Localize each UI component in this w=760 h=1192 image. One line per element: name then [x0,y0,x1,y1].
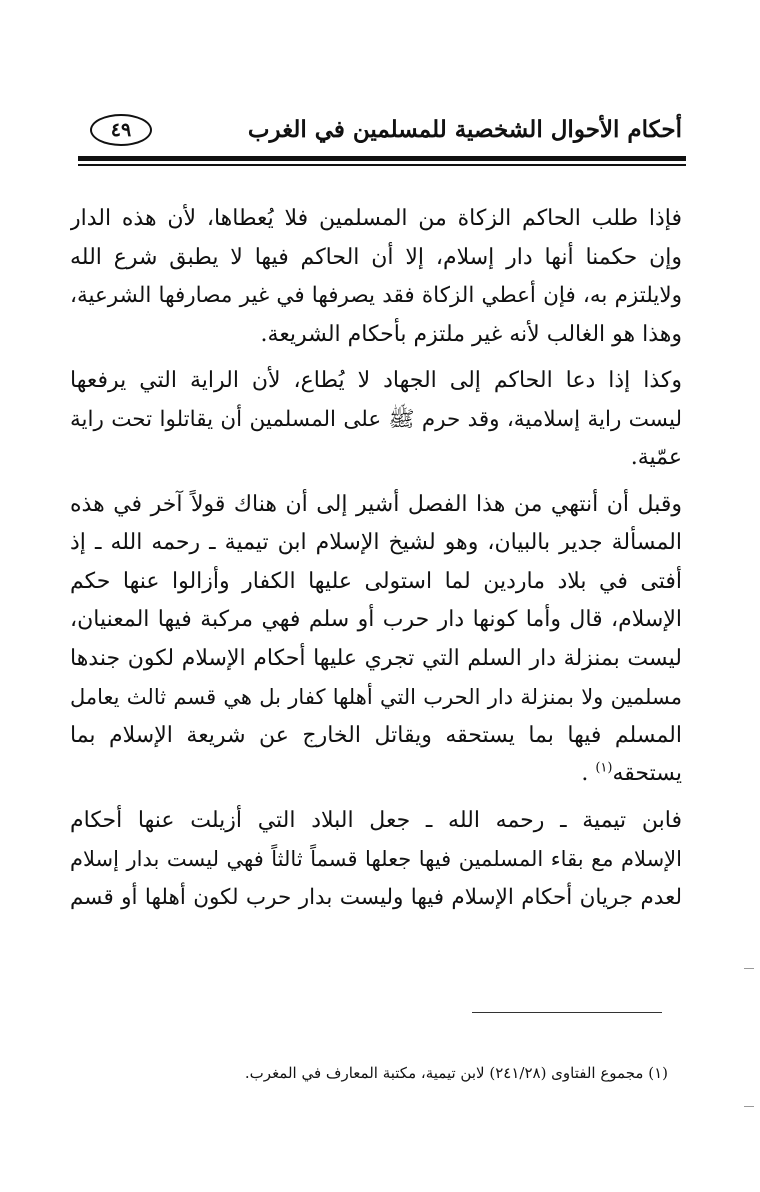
body-text [70,200,682,917]
text-line: أفتى في بلاد ماردين لما استولى عليها الكفار وأزالوا عنها حكم [70,568,682,594]
text-line: وإن حكمنا أنها دار إسلام، إلا أن الحاكم فيها لا يطبق شرع الله [70,244,682,270]
text-line: ليست بمنزلة دار السلم التي تجري عليها أحكام الإسلام لكون جندها [70,645,682,671]
text-line: وهذا هو الغالب لأنه غير ملتزم بأحكام الشريعة. [260,321,682,347]
footnote: (١) مجموع الفتاوى (٢٤١/٢٨) لابن تيمية، مكتبة المعارف في المغرب. [244,1064,668,1082]
paragraph [70,802,682,918]
text-line: فإذا طلب الحاكم الزكاة من المسلمين فلا يُعطاها، لأن هذه الدار [70,206,682,231]
footnote-separator [472,1012,662,1013]
end-punctuation: . [581,761,589,786]
header-rule-thick [78,156,686,161]
text-line: وقبل أن أنتهي من هذا الفصل أشير إلى أن هناك قولاً آخر في هذه [70,491,682,517]
text-line: المسألة جدير بالبيان، وهو لشيخ الإسلام ابن تيمية ـ رحمه الله ـ إذ [70,530,682,555]
text-line-with-footnote [70,755,682,794]
text-line: ليست راية إسلامية، وقد حرم ﷺ على المسلمين أن يقاتلوا تحت راية [70,406,682,432]
footnote-reference: (١) [595,760,613,776]
text-line: ولايلتزم به، فإن أعطي الزكاة فقد يصرفها في غير مصارفها الشرعية، [70,283,682,308]
text-line: لعدم جريان أحكام الإسلام فيها وليست بدار حرب لكون أهلها أو قسم [70,884,682,910]
paragraph [70,362,682,478]
margin-mark [744,1106,754,1107]
paragraph [70,486,682,794]
text-line: فابن تيمية ـ رحمه الله ـ جعل البلاد التي أزيلت عنها أحكام [70,807,682,833]
paragraph-gap [70,478,682,486]
page-header [80,114,682,154]
paragraph-gap [70,354,682,362]
header-rule-thin [78,164,686,166]
text-fragment: يستحقه [612,761,682,786]
text-line: المسلم فيها بما يستحقه ويقاتل الخارج عن شريعة الإسلام بما [70,722,682,748]
text-line: مسلمين ولا بمنزلة دار الحرب التي أهلها كفار بل هي قسم ثالث يعامل [70,685,682,709]
text-line: الإسلام مع بقاء المسلمين فيها جعلها قسماً ثالثاً فهي ليست بدار إسلام [70,847,682,871]
text-line: عمّية. [630,445,682,470]
paragraph [70,200,682,354]
text-line: وكذا إذا دعا الحاكم إلى الجهاد لا يُطاع، لأن الراية التي يرفعها [70,368,682,393]
text-line: الإسلام، قال وأما كونها دار حرب أو سلم فهي مركبة فيها المعنيان، [70,607,682,632]
page-number: ٤٩ [90,114,152,146]
paragraph-gap [70,794,682,802]
running-title: أحكام الأحوال الشخصية للمسلمين في الغرب [247,116,682,143]
margin-mark [744,968,754,969]
